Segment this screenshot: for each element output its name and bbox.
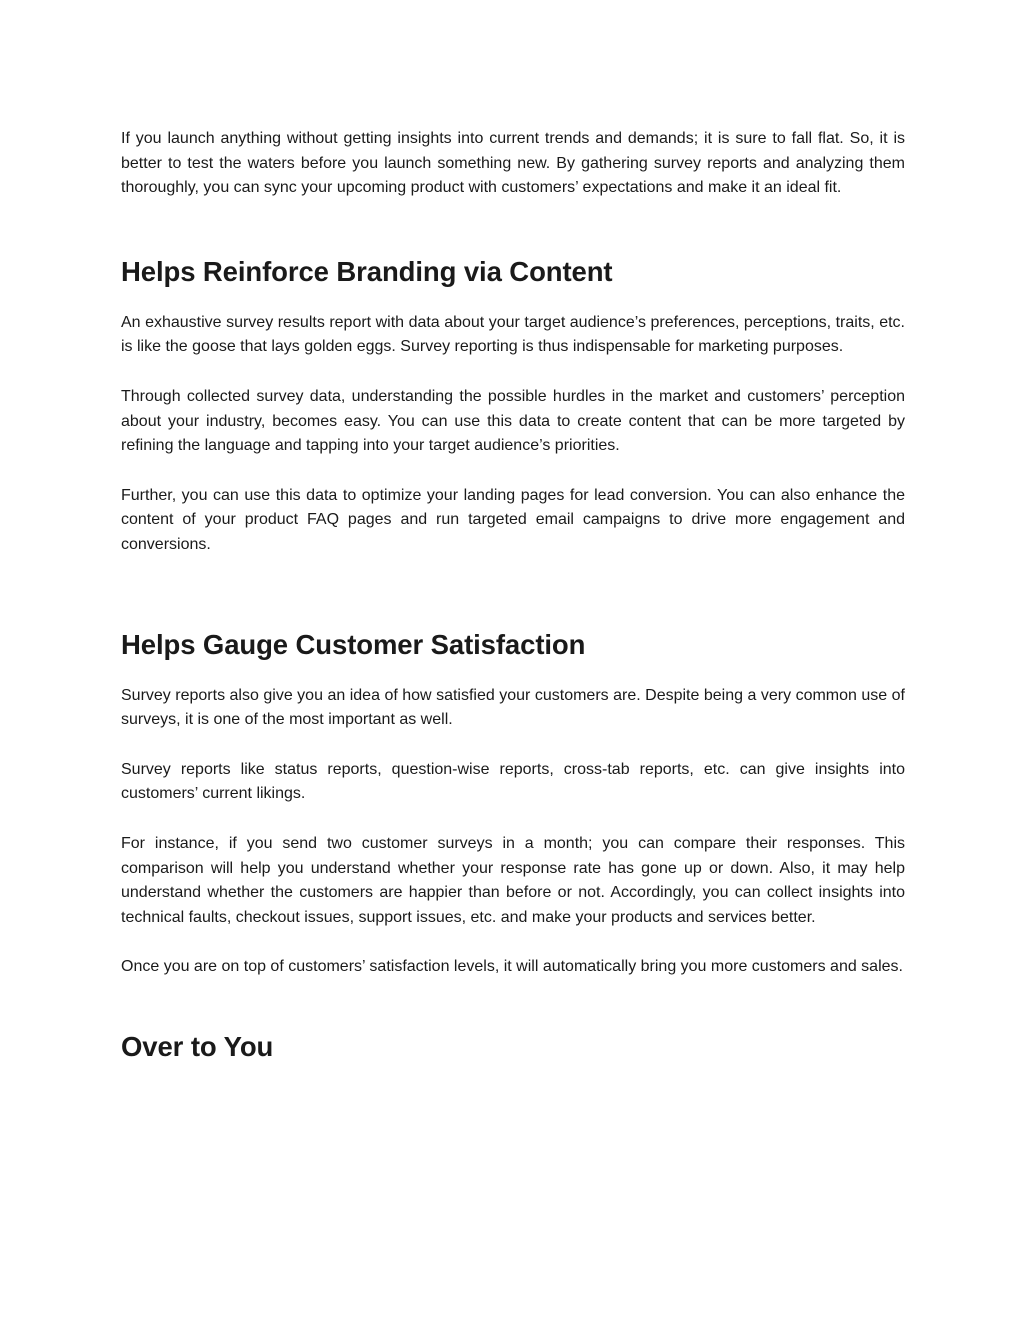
satisfaction-paragraph-1: Survey reports also give you an idea of how satisfied your customers are. Despite being a very common use of surveys, it is one of the most important as well. [121, 686, 905, 729]
heading-over-to-you: Over to You [121, 1030, 274, 1062]
document-page [121, 127, 905, 1064]
satisfaction-paragraph-2: Survey reports like status reports, question-wise reports, cross-tab reports, etc. can give insights into customers’ current likings. [121, 760, 905, 803]
branding-paragraph-2: Through collected survey data, understanding the possible hurdles in the market and customers’ perception about your industry, becomes easy. You can use this data to create content that can be more targeted by refining the language and tapping into your target audience’s priorities. [121, 387, 905, 455]
heading-satisfaction: Helps Gauge Customer Satisfaction [121, 628, 586, 660]
satisfaction-paragraph-3: For instance, if you send two customer surveys in a month; you can compare their responses. This comparison will help you understand whether your response rate has gone up or down. Also, it may help understand whether the customers are happier than before or not. Accordingly, you can collect insights into technical faults, checkout issues, support issues, etc. and make your products and services better. [121, 834, 905, 926]
intro-paragraph: If you launch anything without getting insights into current trends and demands; it is sure to fall flat. So, it is better to test the waters before you launch something new. By gathering survey reports and analyzing them thoroughly, you can sync your upcoming product with customers’ expectations and make it an ideal fit. [121, 130, 905, 197]
satisfaction-paragraph-4: Once you are on top of customers’ satisfaction levels, it will automatically bring you more customers and sales. [121, 958, 903, 976]
branding-paragraph-1: An exhaustive survey results report with data about your target audience’s preferences, perceptions, traits, etc. is like the goose that lays golden eggs. Survey reporting is thus indispensable for marketing purposes. [121, 313, 905, 356]
heading-branding: Helps Reinforce Branding via Content [121, 255, 613, 287]
branding-paragraph-3: Further, you can use this data to optimize your landing pages for lead conversion. You can also enhance the content of your product FAQ pages and run targeted email campaigns to drive more engagement and conversions. [121, 486, 905, 553]
